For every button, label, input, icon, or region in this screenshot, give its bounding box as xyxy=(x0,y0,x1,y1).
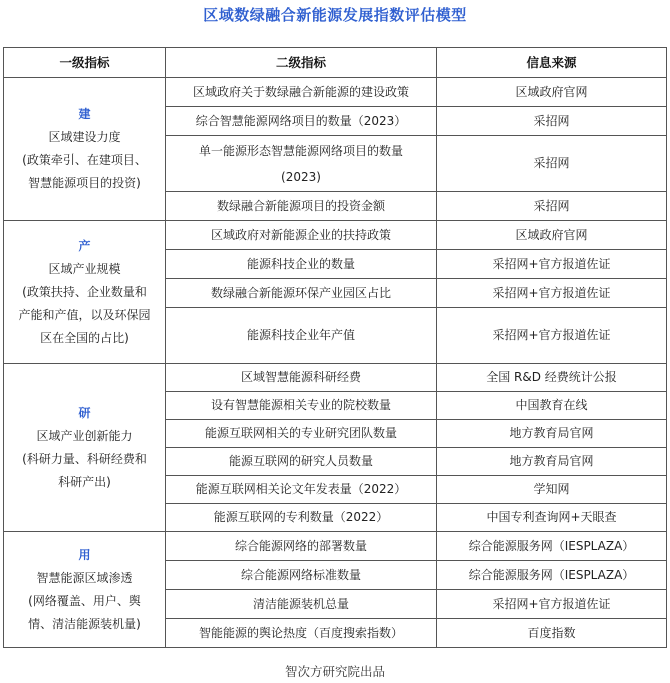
indicator-cell: 设有智慧能源相关专业的院校数量 xyxy=(166,392,437,420)
indicator-cell: 数绿融合新能源项目的投资金额 xyxy=(166,192,437,221)
indicator-cell: 能源互联网相关论文年发表量（2022） xyxy=(166,476,437,504)
source-cell: 采招网 xyxy=(437,192,667,221)
indicator-cell: 区域政府对新能源企业的扶持政策 xyxy=(166,221,437,250)
category-line: 智慧能源区域渗透 xyxy=(36,570,133,585)
category-line: (网络覆盖、用户、舆 xyxy=(28,593,141,608)
category-key: 建 xyxy=(78,107,91,121)
category-key: 用 xyxy=(78,547,91,562)
category-line: 情、清洁能源装机量) xyxy=(28,616,141,631)
header-level1: 一级指标 xyxy=(4,48,166,78)
source-cell: 综合能源服务网（IESPLAZA） xyxy=(437,561,667,590)
category-line: 科研产出) xyxy=(58,474,111,489)
indicator-cell: 综合智慧能源网络项目的数量（2023） xyxy=(166,107,437,136)
source-cell: 采招网+官方报道佐证 xyxy=(437,308,667,364)
footer-credit: 智次方研究院出品 xyxy=(284,664,385,679)
source-cell: 区域政府官网 xyxy=(437,78,667,107)
source-cell: 采招网+官方报道佐证 xyxy=(437,250,667,279)
indicator-cell: 能源互联网的研究人员数量 xyxy=(166,448,437,476)
source-cell: 区域政府官网 xyxy=(437,221,667,250)
source-cell: 百度指数 xyxy=(437,619,667,648)
indicator-line: (2023) xyxy=(281,169,321,184)
header-source: 信息来源 xyxy=(437,48,667,78)
indicator-cell xyxy=(166,136,437,192)
source-cell: 中国专利查询网+天眼查 xyxy=(437,504,667,532)
category-key: 产 xyxy=(78,238,91,253)
indicator-cell: 智能能源的舆论热度（百度搜索指数） xyxy=(166,619,437,648)
table-row xyxy=(4,364,667,392)
source-cell: 采招网 xyxy=(437,136,667,192)
source-cell: 采招网+官方报道佐证 xyxy=(437,279,667,308)
source-cell: 地方教育局官网 xyxy=(437,448,667,476)
level1-cell-build xyxy=(4,78,166,221)
level1-cell-usage xyxy=(4,532,166,648)
indicator-cell: 区域政府关于数绿融合新能源的建设政策 xyxy=(166,78,437,107)
category-line: (科研力量、科研经费和 xyxy=(22,451,147,466)
source-cell: 学知网 xyxy=(437,476,667,504)
page-title: 区域数绿融合新能源发展指数评估模型 xyxy=(203,6,467,24)
level1-cell-industry xyxy=(4,221,166,364)
indicator-cell: 能源互联网相关的专业研究团队数量 xyxy=(166,420,437,448)
evaluation-model-table xyxy=(3,47,667,648)
category-line: 区域建设力度 xyxy=(48,130,121,144)
indicator-line: 单一能源形态智慧能源网络项目的数量 xyxy=(198,143,403,158)
category-line: 产能和产值，以及环保园 xyxy=(18,307,151,322)
category-line: 智慧能源项目的投资) xyxy=(28,176,141,190)
level1-cell-research xyxy=(4,364,166,532)
source-cell: 全国 R&D 经费统计公报 xyxy=(437,364,667,392)
table-header-row xyxy=(4,48,667,78)
indicator-cell: 综合能源网络标准数量 xyxy=(166,561,437,590)
source-cell: 采招网+官方报道佐证 xyxy=(437,590,667,619)
indicator-cell: 数绿融合新能源环保产业园区占比 xyxy=(166,279,437,308)
category-line: 区域产业创新能力 xyxy=(36,428,133,443)
table-row xyxy=(4,221,667,250)
indicator-cell: 能源科技企业年产值 xyxy=(166,308,437,364)
category-line: (政策扶持、企业数量和 xyxy=(22,284,147,299)
source-cell: 采招网 xyxy=(437,107,667,136)
source-cell: 综合能源服务网（IESPLAZA） xyxy=(437,532,667,561)
source-cell: 地方教育局官网 xyxy=(437,420,667,448)
category-line: (政策牵引、在建项目、 xyxy=(22,153,147,167)
category-line: 区在全国的占比) xyxy=(40,330,129,345)
source-cell: 中国教育在线 xyxy=(437,392,667,420)
indicator-cell: 综合能源网络的部署数量 xyxy=(166,532,437,561)
indicator-cell: 能源互联网的专利数量（2022） xyxy=(166,504,437,532)
table-row xyxy=(4,532,667,561)
category-key: 研 xyxy=(78,405,91,420)
header-level2: 二级指标 xyxy=(166,48,437,78)
table-row xyxy=(4,78,667,107)
indicator-cell: 清洁能源装机总量 xyxy=(166,590,437,619)
indicator-cell: 能源科技企业的数量 xyxy=(166,250,437,279)
category-line: 区域产业规模 xyxy=(48,261,121,276)
indicator-cell: 区域智慧能源科研经费 xyxy=(166,364,437,392)
